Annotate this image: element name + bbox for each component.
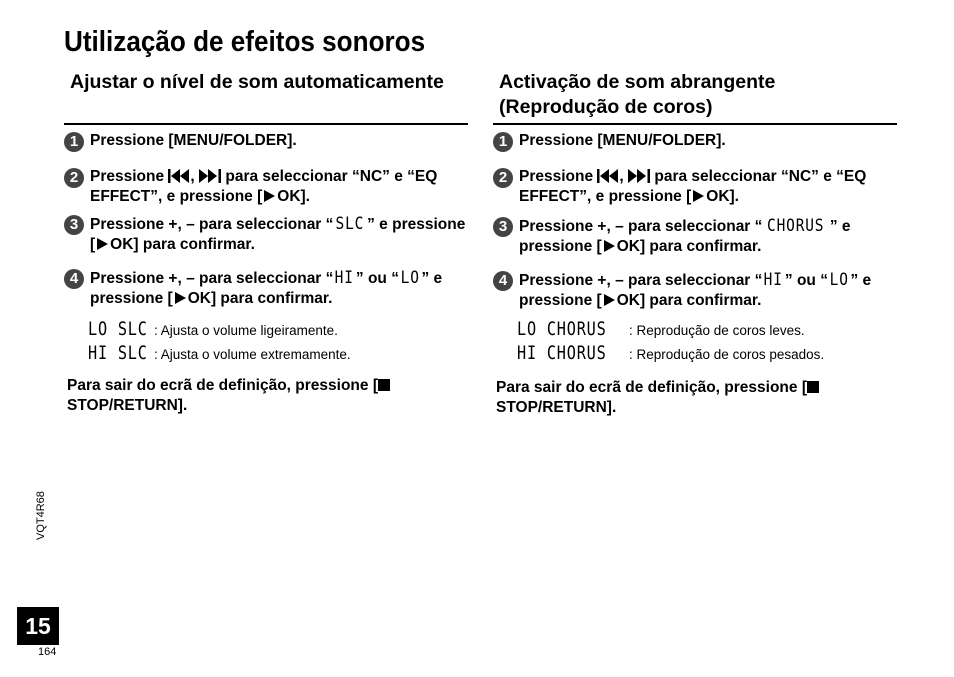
exit-text: Para sair do ecrã de definição, pressione [ — [67, 377, 378, 394]
exit-note — [496, 378, 896, 418]
lcd-hi-chorus: HI CHORUS — [517, 342, 607, 364]
exit-text: STOP/RETURN]. — [496, 399, 617, 416]
page-number: 15 — [17, 607, 59, 645]
play-icon — [604, 240, 615, 252]
step-number: 4 — [64, 269, 84, 289]
exit-text: Para sair do ecrã de definição, pressione [ — [496, 379, 807, 396]
left-column: Ajustar o nível de som automaticamente 1 Pressione [MENU/FOLDER]. 2 Pressione , para seleccionar “NC” e “EQ EFFECT”, e pressione [ OK]. 3 Pressione +, – para seleccionar “ SLC ” e pressione [ OK] para confirmar. 4 Pressione +, – para seleccionar “HI ” ou “LO ” e pressione [ OK] para confirmar. LO SLC : Ajusta o volume ligeiramente. HI SLC : Ajusta o volume extremamente. Para sair do ecrã de definição, pressione [ STOP/RETURN]. — [64, 70, 468, 125]
step-text: OK]. — [277, 188, 310, 205]
step-text: Pressione — [519, 168, 594, 185]
step-text: para seleccionar “NC” e “EQ EFFECT”, e pressione [ — [90, 168, 438, 205]
step-number: 2 — [493, 168, 513, 188]
option-desc: : Reprodução de coros pesados. — [629, 347, 825, 362]
lcd-lo-chorus: LO CHORUS — [517, 318, 607, 340]
step-text: OK] para confirmar. — [110, 236, 255, 253]
step-number: 1 — [64, 132, 84, 152]
lcd-hi-slc: HI SLC — [88, 342, 148, 364]
lcd-hi: HI — [764, 270, 784, 290]
left-heading: Ajustar o nível de som automaticamente — [64, 70, 468, 125]
step-number: 3 — [64, 215, 84, 235]
right-column: Activação de som abrangente (Reprodução de coros) 1 Pressione [MENU/FOLDER]. 2 Pressione , para seleccionar “NC” e “EQ EFFECT”, e pressione [ OK]. 3 Pressione +, – para seleccionar “ CHORUS ” e pressione [ OK] para confirmar. 4 Pressione +, – para seleccionar “HI ” ou “LO ” e pressione [ OK] para confirmar. LO CHORUS : Reprodução de coros leves. HI CHORUS : Reprodução de coros pesados. Para sair do ecrã de definição, pressione [ STOP/RETURN]. — [493, 70, 897, 125]
lcd-lo: LO — [829, 270, 849, 290]
option-row — [517, 343, 824, 365]
skip-back-icon — [168, 169, 190, 183]
play-icon — [604, 294, 615, 306]
exit-text: STOP/RETURN]. — [67, 397, 188, 414]
skip-forward-icon — [199, 169, 221, 183]
play-icon — [97, 238, 108, 250]
lcd-lo: LO — [400, 268, 420, 288]
step-number: 2 — [64, 168, 84, 188]
step-text: Pressione +, – para seleccionar “ — [90, 216, 334, 233]
play-icon — [693, 190, 704, 202]
step-text: OK] para confirmar. — [616, 238, 762, 255]
page-title: Utilização de efeitos sonoros — [64, 26, 426, 58]
option-row — [88, 343, 351, 365]
option-desc: : Ajusta o volume extremamente. — [154, 347, 351, 362]
exit-note — [67, 376, 467, 416]
step-text: Pressione +, – para seleccionar “ — [519, 272, 763, 289]
step-text: ” ou “ — [784, 272, 828, 289]
option-row — [517, 319, 805, 341]
step-text: ” e pressione [ — [519, 272, 872, 309]
play-icon — [264, 190, 275, 202]
step-text: OK] para confirmar. — [616, 292, 762, 309]
stop-icon — [807, 381, 819, 393]
step-text: Pressione +, – para seleccionar “ — [519, 218, 763, 235]
right-heading: Activação de som abrangente (Reprodução de coros) — [493, 70, 897, 125]
step-text: Pressione — [90, 168, 165, 185]
skip-forward-icon — [628, 169, 650, 183]
step-text: Pressione +, – para seleccionar “ — [90, 270, 334, 287]
lcd-hi: HI — [335, 268, 355, 288]
play-icon — [175, 292, 186, 304]
option-desc: : Reprodução de coros leves. — [629, 323, 805, 338]
lcd-slc: SLC — [335, 214, 365, 234]
step-number: 1 — [493, 132, 513, 152]
step-number: 3 — [493, 217, 513, 237]
lcd-lo-slc: LO SLC — [88, 318, 148, 340]
option-desc: : Ajusta o volume ligeiramente. — [154, 323, 338, 338]
step-text: OK] para confirmar. — [187, 290, 333, 307]
step-number: 4 — [493, 271, 513, 291]
step-text: para seleccionar “NC” e “EQ EFFECT”, e pressione [ — [519, 168, 867, 205]
skip-back-icon — [597, 169, 619, 183]
stop-icon — [378, 379, 390, 391]
step-text: ” e pressione [ — [90, 216, 466, 253]
step-text: ” e pressione [ — [90, 270, 443, 307]
step-text: ” ou “ — [355, 270, 399, 287]
lcd-chorus: CHORUS — [767, 216, 825, 236]
step-text: ” e pressione [ — [519, 218, 851, 255]
step-text: Pressione [MENU/FOLDER]. — [519, 132, 726, 149]
page-sub-number: 164 — [38, 646, 57, 658]
step-text: Pressione [MENU/FOLDER]. — [90, 132, 297, 149]
document-code: VQT4R68 — [35, 491, 47, 540]
option-row — [88, 319, 338, 341]
step-text: OK]. — [706, 188, 739, 205]
